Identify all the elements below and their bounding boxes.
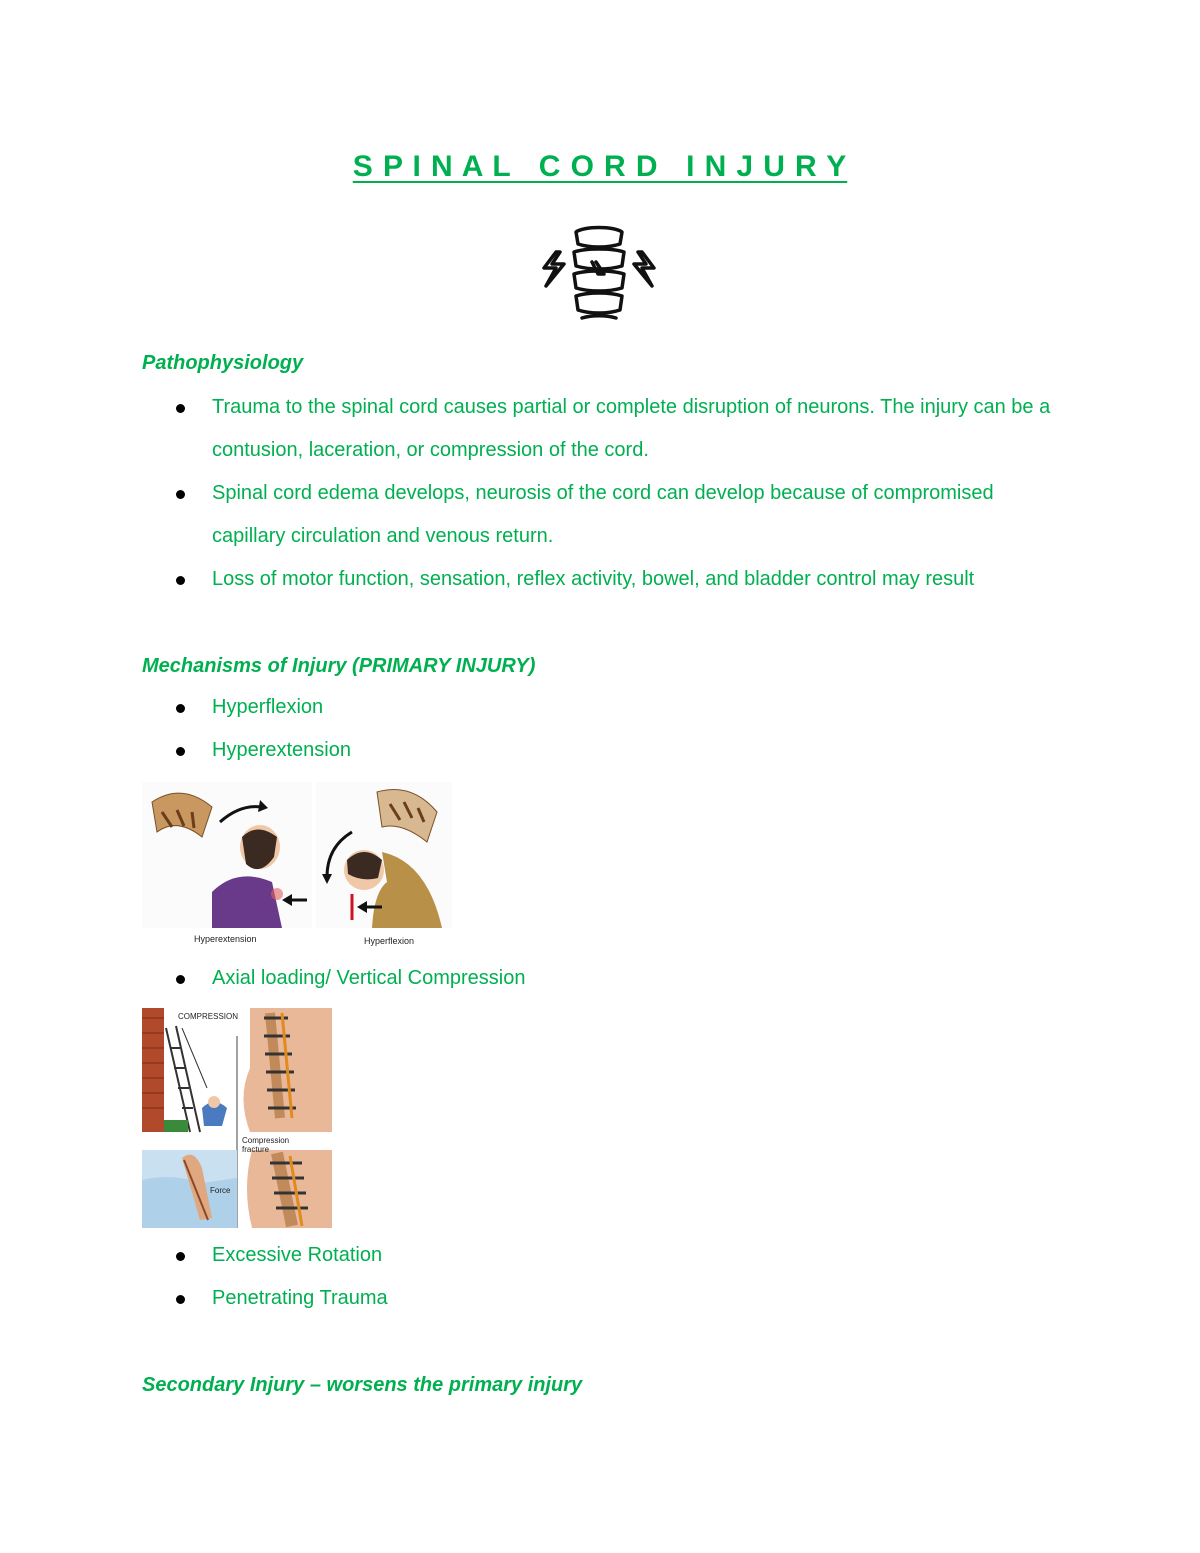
mechanisms-heading: Mechanisms of Injury (PRIMARY INJURY) bbox=[142, 655, 536, 677]
list-item: Excessive Rotation bbox=[142, 1234, 1062, 1277]
force-label: Force bbox=[210, 1186, 231, 1195]
hyperextension-hyperflexion-figure bbox=[142, 782, 452, 948]
mechanisms-list-c bbox=[142, 1234, 1062, 1320]
list-item: Trauma to the spinal cord causes partial or complete disruption of neurons. The injury can be a contusion, laceration, or compression of the cord. bbox=[142, 386, 1062, 472]
list-item: Hyperextension bbox=[142, 729, 1062, 772]
list-item: Loss of motor function, sensation, reflex activity, bowel, and bladder control may result bbox=[142, 558, 1062, 601]
compression-figure bbox=[142, 1008, 336, 1228]
compression-label: COMPRESSION bbox=[178, 1012, 239, 1021]
list-item: Penetrating Trauma bbox=[142, 1277, 1062, 1320]
list-item: Hyperflexion bbox=[142, 686, 1062, 729]
mechanisms-list-a bbox=[142, 686, 1062, 772]
figure-caption-left: Hyperextension bbox=[194, 934, 257, 944]
compression-fracture-label: Compression fracture bbox=[242, 1136, 290, 1154]
page-title: S P I N A L C O R D I N J U R Y bbox=[352, 150, 848, 183]
pathophysiology-heading: Pathophysiology bbox=[142, 352, 304, 374]
spine-pain-icon bbox=[536, 222, 662, 328]
pathophysiology-list bbox=[142, 386, 1062, 601]
mechanisms-list-b bbox=[142, 957, 1062, 1000]
list-item: Axial loading/ Vertical Compression bbox=[142, 957, 1062, 1000]
list-item: Spinal cord edema develops, neurosis of the cord can develop because of compromised capillary circulation and venous return. bbox=[142, 472, 1062, 558]
figure-caption-right: Hyperflexion bbox=[364, 936, 415, 946]
secondary-injury-heading: Secondary Injury – worsens the primary injury bbox=[142, 1374, 583, 1396]
